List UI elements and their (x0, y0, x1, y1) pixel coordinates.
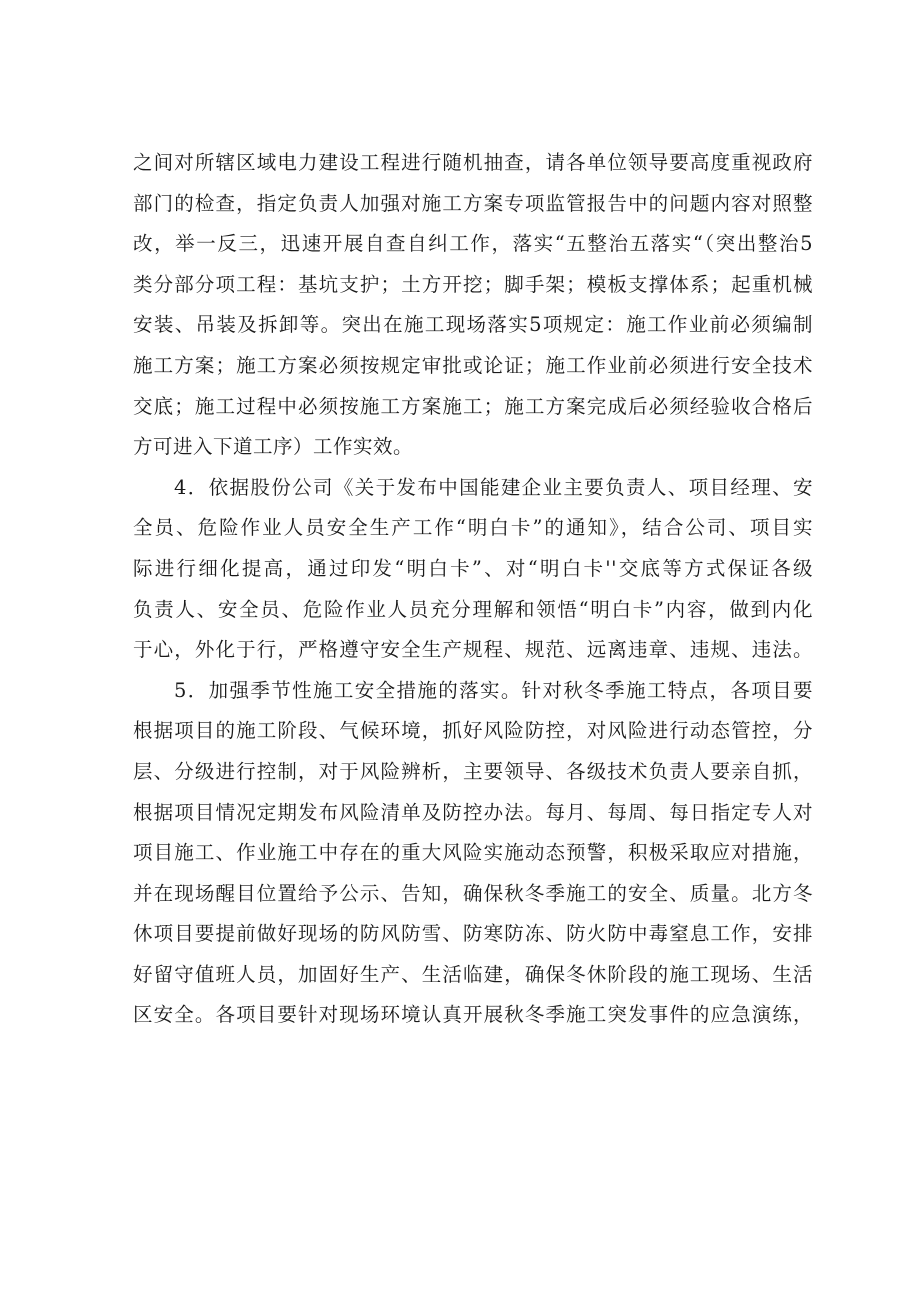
text-line: 之间对所辖区域电力建设工程进行随机抽查，请各单位领导要高度重视政府 (133, 151, 813, 174)
body-text (133, 143, 813, 1036)
text-line: 类分部分项工程：基坑支护；土方开挖；脚手架；模板支撑体系；起重机械 (133, 272, 813, 296)
text-line: 根据项目的施工阶段、气候环境，抓好风险防控，对风险进行动态管控，分 (133, 719, 813, 743)
text-line: 部门的检查，指定负责人加强对施工方案专项监管报告中的问题内容对照整 (133, 191, 813, 215)
text-line: 负责人、安全员、危险作业人员充分理解和领悟“明白卡”内容，做到内化 (133, 597, 813, 621)
text-line: 际进行细化提高，通过印发“明白卡”、对“明白卡''交底等方式保证各级 (133, 556, 813, 580)
paragraph-4 (133, 468, 813, 671)
text-line: 区安全。各项目要针对现场环境认真开展秋冬季施工突发事件的应急演练， (133, 1003, 813, 1027)
text-line: 交底；施工过程中必须按施工方案施工；施工方案完成后必须经验收合格后 (133, 394, 813, 418)
text-line: 好留守值班人员，加固好生产、生活临建，确保冬休阶段的施工现场、生活 (133, 962, 813, 986)
text-line: 5．加强季节性施工安全措施的落实。针对秋冬季施工特点，各项目要 (174, 678, 813, 702)
paragraph-5 (133, 671, 813, 1036)
paragraph-continuation (133, 143, 813, 468)
text-line: 并在现场醒目位置给予公示、告知，确保秋冬季施工的安全、质量。北方冬 (133, 881, 813, 905)
text-line: 根据项目情况定期发布风险清单及防控办法。每月、每周、每日指定专人对 (133, 800, 813, 824)
text-line: 安装、吊装及拆卸等。突出在施工现场落实5项规定：施工作业前必须编制 (133, 313, 813, 337)
text-line: 休项目要提前做好现场的防风防雪、防寒防冻、防火防中毒窒息工作，安排 (133, 922, 813, 946)
text-line: 于心，外化于行，严格遵守安全生产规程、规范、远离违章、违规、违法。 (133, 638, 813, 662)
text-line: 4．依据股份公司《关于发布中国能建企业主要负责人、项目经理、安 (174, 475, 813, 499)
text-line: 项目施工、作业施工中存在的重大风险实施动态预警，积极采取应对措施， (133, 841, 813, 865)
text-line: 施工方案；施工方案必须按规定审批或论证；施工作业前必须进行安全技术 (133, 353, 813, 377)
text-line: 层、分级进行控制，对于风险辨析，主要领导、各级技术负责人要亲自抓， (133, 759, 813, 783)
text-line: 改，举一反三，迅速开展自查自纠工作，落实“五整治五落实“（突出整治5 (133, 232, 813, 256)
text-line: 全员、危险作业人员安全生产工作“明白卡”的通知》，结合公司、项目实 (133, 516, 813, 540)
text-line: 方可进入下道工序）工作实效。 (133, 435, 414, 459)
